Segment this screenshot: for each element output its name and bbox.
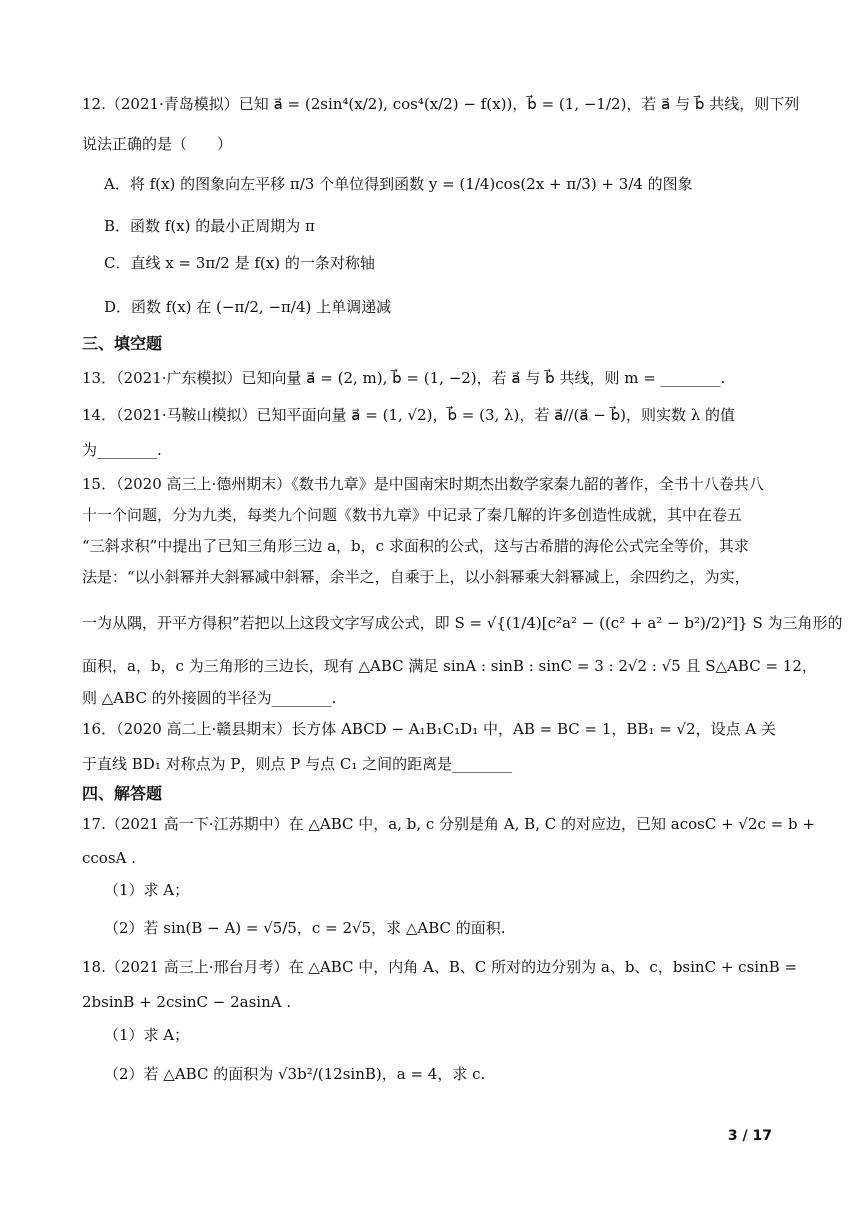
question-16-line-1: 16．（2020 高二上·赣县期末）长方体 ABCD − A₁B₁C₁D₁ 中，AB = BC = 1，BB₁ = √2，设点 A 关 xyxy=(82,720,777,738)
question-15-line-4: 法是：“以小斜幂并大斜幂减中斜幂，余半之，自乘于上，以小斜幂乘大斜幂减上，余四约之，为实， xyxy=(82,568,750,586)
question-12-option-a: A．将 f(x) 的图象向左平移 π/3 个单位得到函数 y = (1/4)cos(2x + π/3) + 3/4 的图象 xyxy=(104,175,693,193)
question-13: 13．（2021·广东模拟）已知向量 a⃗ = (2, m), b⃗ = (1, −2)，若 a⃗ 与 b⃗ 共线，则 m = ________. xyxy=(82,369,726,387)
question-18-part-1: （1）求 A； xyxy=(104,1026,190,1044)
question-17-part-1: （1）求 A； xyxy=(104,881,190,899)
question-16-line-2: 于直线 BD₁ 对称点为 P，则点 P 与点 C₁ 之间的距离是________ xyxy=(82,755,513,773)
question-14-line-1: 14．（2021·马鞍山模拟）已知平面向量 a⃗ = (1, √2)，b⃗ = (3, λ)，若 a⃗//(a⃗ − b⃗)，则实数 λ 的值 xyxy=(82,406,736,424)
question-15-line-1: 15．（2020 高三上·德州期末）《数书九章》是中国南宋时期杰出数学家秦九韶的著作，全书十八卷共八 xyxy=(82,475,764,493)
question-12-option-d: D．函数 f(x) 在 (−π/2, −π/4) 上单调递减 xyxy=(104,298,392,316)
question-15-line-2: 十一个问题，分为九类，每类九个问题《数书九章》中记录了秦几解的许多创造性成就，其中在卷五 xyxy=(82,506,743,524)
question-12-line-1: 12.（2021·青岛模拟）已知 a⃗ = (2sin⁴(x/2), cos⁴(x/2) − f(x))，b⃗ = (1, −1/2)，若 a⃗ 与 b⃗ 共线，则下列 xyxy=(82,95,800,113)
question-15-line-5: 一为从隅，开平方得积”若把以上这段文字写成公式，即 S = √{(1/4)[c²a² − ((c² + a² − b²)/2)²]} S 为三角形的 xyxy=(82,614,843,632)
question-12-option-c: C．直线 x = 3π/2 是 f(x) 的一条对称轴 xyxy=(104,254,375,272)
question-15-line-6: 面积，a，b，c 为三角形的三边长，现有 △ABC 满足 sinA : sinB : sinC = 3 : 2√2 : √5 且 S△ABC = 12， xyxy=(82,657,817,675)
page-number: 3 / 17 xyxy=(727,1128,772,1144)
question-17-line-2: ccosA . xyxy=(82,849,136,867)
question-15-line-3: “三斜求积”中提出了已知三角形三边 a，b，c 求面积的公式，这与古希腊的海伦公式完全等价，其求 xyxy=(82,537,749,555)
question-14-line-2: 为________. xyxy=(82,441,162,459)
section-heading-answer: 四、解答题 xyxy=(82,784,163,803)
question-18-line-1: 18.（2021 高三上·邢台月考）在 △ABC 中，内角 A、B、C 所对的边分别为 a、b、c，bsinC + csinB = xyxy=(82,958,798,976)
question-17-line-1: 17.（2021 高一下·江苏期中）在 △ABC 中，a, b, c 分别是角 A, B, C 的对应边，已知 acosC + √2c = b + xyxy=(82,815,815,833)
question-18-line-2: 2bsinB + 2csinC − 2asinA . xyxy=(82,993,292,1011)
question-18-part-2: （2）若 △ABC 的面积为 √3b²/(12sinB)，a = 4，求 c. xyxy=(104,1065,486,1083)
question-12-option-b: B．函数 f(x) 的最小正周期为 π xyxy=(104,217,315,235)
question-15-line-7: 则 △ABC 的外接圆的半径为________. xyxy=(82,689,337,707)
section-heading-fill-in: 三、填空题 xyxy=(82,334,163,353)
question-12-line-2: 说法正确的是（ ） xyxy=(82,135,233,153)
question-17-part-2: （2）若 sin(B − A) = √5/5，c = 2√5，求 △ABC 的面积. xyxy=(104,919,506,937)
